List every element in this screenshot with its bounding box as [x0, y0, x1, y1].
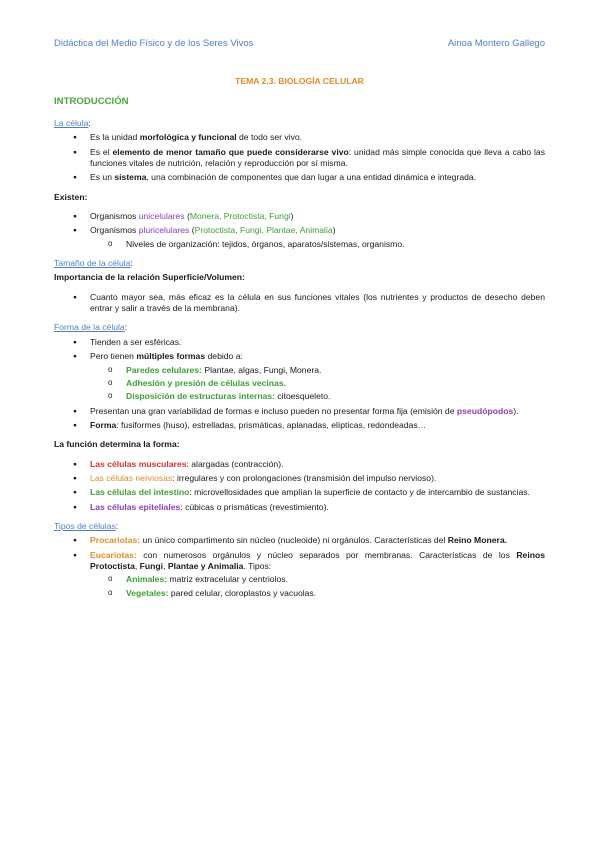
existen-label: Existen: [54, 191, 88, 202]
list-item: ● Organismos pluricelulares (Protoctista, Fungi, Plantae, Animalia) o Niveles de organización: tejidos, órganos, aparatos/sistemas, organismo. [54, 225, 545, 250]
list-item: ● Forma: fusiformes (huso), estrelladas, prismáticas, aplanadas, elípticas, redondeadas… [54, 420, 545, 431]
tipos-list [54, 535, 545, 599]
section-celula: La célula: ● Es la unidad morfológica y funcional de todo ser vivo. ● Es el elemento de menor tamaño que puede considerarse vivo: unidad más simple conocida que lleva a cabo las funciones vitales de nutrición, relación y reproducción por sí misma. ● Es un sistema, una combinación de componentes que dan lugar a una entidad dinámica e integrada. [54, 118, 545, 184]
existen-list [54, 211, 545, 250]
list-item: ● Las células nerviosas: irregulares y con prolongaciones (transmisión del impulso nervioso). [54, 473, 545, 484]
list-item: ● Cuanto mayor sea, más eficaz es la célula en sus funciones vitales (los nutrientes y productos de desecho deben entrar y salir a través de la membrana). [54, 292, 545, 315]
section-heading-forma: Forma de la célula [54, 322, 125, 333]
section-funcion [54, 439, 545, 513]
sub-list-item: o Disposición de estructuras internas: citoesqueleto. [90, 391, 545, 402]
sub-list-item: o Vegetales: pared celular, cloroplastos y vacuolas. [90, 588, 545, 599]
list-item: ● Organismos unicelulares (Monera, Protoctista, Fungi) [54, 211, 545, 222]
celula-list [54, 132, 545, 183]
section-heading-tamano: Tamaño de la célula [54, 258, 131, 269]
section-heading-celula: La célula [54, 118, 89, 128]
list-item: ● Es el elemento de menor tamaño que puede considerarse vivo: unidad más simple conocida que lleva a cabo las funciones vitales de nutrición, relación y reproducción por sí misma. [54, 147, 545, 170]
section-tamano: Tamaño de la célula: Importancia de la relación Superficie/Volumen: ● Cuanto mayor sea, más eficaz es la célula en sus funciones vitales (los nutrientes y productos de desecho deben entrar y salir a través de la membrana). [54, 258, 545, 314]
header-course: Didáctica del Medio Físico y de los Seres Vivos [54, 38, 254, 49]
list-item: ● Procariotas: un único compartimento sin núcleo (nucleoide) ni orgánulos. Características del Reino Monera. [54, 535, 545, 546]
list-item: ● Es un sistema, una combinación de componentes que dan lugar a una entidad dinámica e integrada. [54, 172, 545, 183]
list-item: ● Eucariotas: con numerosos orgánulos y núcleo separados por membranas. Características de los Reinos Protoctista, Fungi, Plantae y Animalia. Tipos: o Animales: matriz extracelular y centriolos. o Vegetales: pared celular, cloroplastos y vacuolas. [54, 550, 545, 599]
section-existen [54, 192, 545, 250]
sub-list-item: o Adhesión y presión de células vecinas. [90, 378, 545, 389]
header-author: Ainoa Montero Gallego [447, 38, 545, 49]
sub-list-item: o Niveles de organización: tejidos, órganos, aparatos/sistemas, organismo. [90, 239, 545, 250]
list-item: ● Las células musculares: alargadas (contracción). [54, 459, 545, 470]
section-forma: Forma de la célula: ● Tienden a ser esféricas. ● Pero tienen múltiples formas debido a: o Paredes celulares: Plantae, algas, Fungi, Monera. o Adhesión y presión de células vecinas. o Disposición de estructuras internas: citoesqueleto. ● Presentan una gran variabilidad de formas e incluso pueden no presentar forma fija (emisión de pseudópodos). ● Forma: fusiformes (huso), estrelladas, prismáticas, aplanadas, elípticas, redondeadas… [54, 322, 545, 431]
sub-list-item: o Paredes celulares: Plantae, algas, Fungi, Monera. [90, 365, 545, 376]
section-heading-tipos: Tipos de células [54, 520, 116, 531]
section-tipos: Tipos de células: ● Procariotas: un único compartimento sin núcleo (nucleoide) ni orgánulos. Características del Reino Monera. ● Eucariotas: con numerosos orgánulos y núcleo separados por membranas. Características de los Reinos Protoctista, Fungi, Plantae y Animalia. Tipos: o Animales: matriz extracelular y centriolos. o Vegetales: pared celular, cloroplastos y vacuolas. [54, 521, 545, 599]
list-item: ● Las células del intestino: microvellosidades que amplían la superficie de contacto y de intercambio de sustancias. [54, 487, 545, 498]
list-item: ● Pero tienen múltiples formas debido a: o Paredes celulares: Plantae, algas, Fungi, Monera. o Adhesión y presión de células vecinas. o Disposición de estructuras internas: citoesqueleto. [54, 351, 545, 402]
list-item: ● Presentan una gran variabilidad de formas e incluso pueden no presentar forma fija (emisión de pseudópodos). [54, 406, 545, 417]
funcion-list [54, 459, 545, 513]
forma-list [54, 337, 545, 431]
funcion-label: La función determina la forma: [54, 439, 180, 450]
page-title: TEMA 2.3. BIOLOGÍA CELULAR [235, 76, 364, 86]
list-item: ● Tienden a ser esféricas. [54, 337, 545, 348]
document-body [54, 76, 545, 607]
tamano-list [54, 292, 545, 315]
page-header [54, 38, 545, 49]
list-item: ● Es la unidad morfológica y funcional de todo ser vivo. [54, 132, 545, 143]
importancia-label: Importancia de la relación Superficie/Volumen: [54, 272, 245, 283]
intro-heading: INTRODUCCIÓN [54, 96, 129, 108]
list-item: ● Las células epiteliales: cúbicas o prismáticas (revestimiento). [54, 502, 545, 513]
sub-list-item: o Animales: matriz extracelular y centriolos. [90, 574, 545, 585]
